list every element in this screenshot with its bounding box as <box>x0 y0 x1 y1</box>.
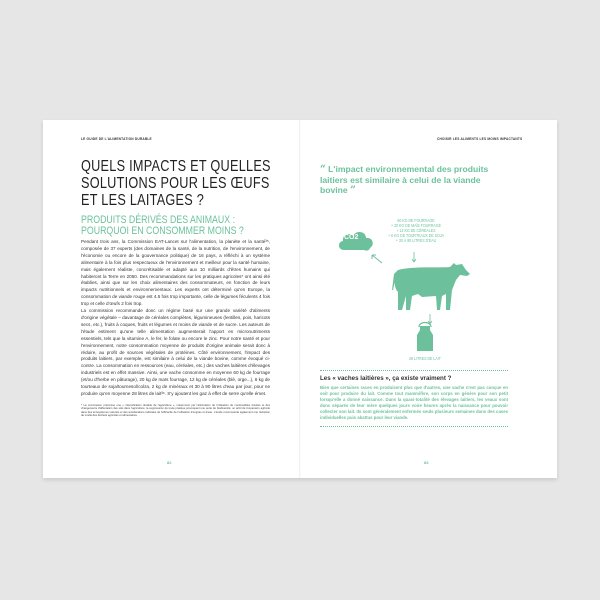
section-subtitle: PRODUITS DÉRIVÉS DES ANIMAUX : POURQUOI EN CONSOMMER MOINS ? <box>81 214 244 237</box>
milk-can-icon <box>414 315 436 353</box>
page-title: QUELS IMPACTS ET QUELLES SOLUTIONS POUR LES ŒUFS ET LES LAITAGES ? <box>81 158 271 209</box>
input-item: + 12 KG DE CÉRÉALES <box>396 228 436 233</box>
quote-close-icon: ” <box>350 185 356 196</box>
quote-text: L'impact environnemental des produits laitiers est similaire à celui de la viande bovine <box>320 164 489 195</box>
box-heading: Les « vaches laitières », ça existe vraiment ? <box>320 375 452 382</box>
box-text: Bien que certaines races en produisent plus que d'autres, une vache n'est pas conçue en soit pour produire du lait. Comme tout mammifère, son corps en génère pour son petit lorsqu'elle a donné naissance. Dans la quasi-totalité des élevages laitiers, les veaux sont donc séparés de leur mère quelques jours voire heures après la naissance pour pouvoir collecter son lait. Ils sont généralement enfermés seuls plusieurs semaines dans des cases individuelles puis abattus pour leur viande. <box>320 385 508 421</box>
divider <box>320 426 508 427</box>
right-page <box>300 120 557 478</box>
pull-quote <box>320 164 500 196</box>
arrow-icon <box>370 252 384 264</box>
co2-cloud-icon <box>336 228 376 254</box>
page-number: 82 <box>167 460 172 465</box>
input-item: + 6 KG DE TOURTEAUX DE SOJA <box>387 233 445 238</box>
quote-open-icon: “ <box>320 164 326 175</box>
divider <box>320 370 508 371</box>
feed-inputs <box>376 218 456 243</box>
left-column <box>81 158 270 417</box>
milk-output-label: 28 LITRES DE LAIT <box>409 356 441 361</box>
body-text <box>81 239 270 398</box>
paragraph: La commission recommande donc un régime basé sur une grande variété d'aliments d'origine végétale – davantage de céréales complètes, légumineuses (lentilles, pois, haricots secs, etc.), fruits à coques, fruits et légumes et moins de viande et de sucre. Les auteurs de l'étude estiment qu'une telle alimentation augmenterait l'apport en micronutriments essentiels, tels que la vitamine A, le fer, le folate ou encore le zinc. Pour notre santé et pour l'environnement, notre consommation moyenne de produits d'origine animale serait donc à réduire, au profit de sources végétales de protéines. Côté environnement, l'impact des produits laitiers, par exemple, est similaire à celui de la viande bovine, comme évoqué ci-contre. La consommation en ressources (eau, céréales, etc.) des vaches laitières d'élevages industriels est en effet massive. Ainsi, une vache consomme en moyenne 60 kg de fourrage (et/ou d'herbe en pâturage), 20 kg de maïs fourrage, 12 kg de céréales (blé, orge...), 6 kg de tourteaux de soja/tournesol/colza, 2 kg de minéraux et 30 à 90 litres d'eau par jour, pour ne produire qu'en moyenne 28 litres de lait³⁶. S'y ajoutent les gaz à effet de serre qu'elle émet. <box>81 308 270 396</box>
running-head: LE GUIDE DE L'ALIMENTATION DURABLE <box>81 137 152 141</box>
cow-icon <box>392 260 472 312</box>
input-item: + 30 À 90 LITRES D'EAU <box>395 238 437 243</box>
info-box <box>320 370 508 427</box>
input-item: 60 KG DE FOURRAGE <box>397 218 435 223</box>
running-head: CHOISIR LES ALIMENTS LES MOINS IMPACTANTS <box>437 137 523 141</box>
co2-label: CO2 <box>344 234 359 241</box>
paragraph: Pendant trois ans, la Commission EAT-Lancet sur l'alimentation, la planète et la santé³⁵, composée de 37 experts (des domaines de la santé, de la nutrition, de l'environnement, de l'économie ou encore de la gouvernance politique) de 16 pays, a réfléchi à un système alimentaire à la fois plus respectueux de l'environnement et meilleur pour la santé humaine, mais également réaliste, concrétisable et adapté aux 10 milliards d'êtres humains qui habiteront la Terre en 2050. Des recommandations sur les pratiques agricoles* ont ainsi été établies, ainsi que sur les choix alimentaires des consommateurs, en fonction de leurs impacts nutritionnels et environnementaux. Les experts ont déterminé qu'en Europe, la consommation de viande rouge est 4.5 fois trop importante, celle de légumes féculents 4 fois trop et celle d'œufs 2 fois trop. <box>81 239 270 307</box>
footnote: * La commission préconise une « intensification durable de l'agriculture », notamment par l'élimination de l'utilisation de combustibles fossiles et des changements d'affectation des sols dans l'agriculture, la suppression de toute pratique provoquant une perte de biodiversité, un arrêt de l'expansion agricole dans des écosystèmes naturels et des améliorations radicales de l'efficacité de l'utilisation d'engrais et d'eau. L'étude recommande également une réduction de moitié des déchets agricoles et alimentaires. <box>81 403 270 418</box>
book-spread <box>43 120 557 478</box>
page-number: 83 <box>424 460 429 465</box>
left-page <box>43 120 300 478</box>
input-item: + 20 KG DE MAÏS FOURRAGÉ <box>391 223 441 228</box>
